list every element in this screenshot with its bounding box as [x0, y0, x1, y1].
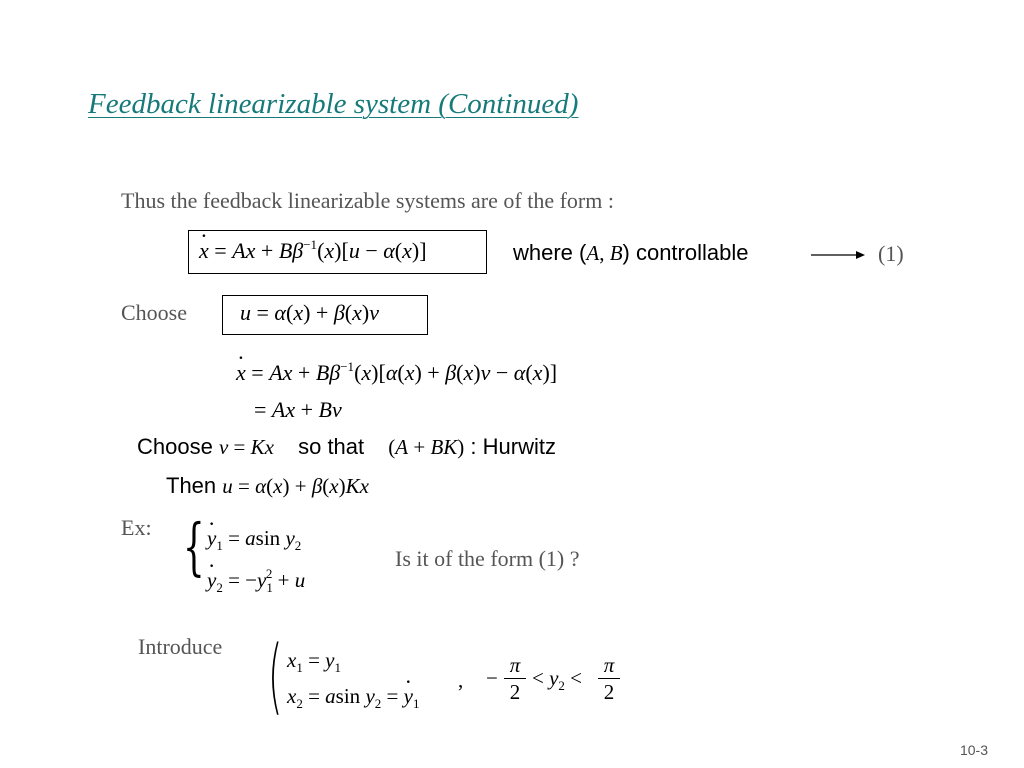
then-line: Then u = α(x) + β(x)Kx	[166, 473, 369, 498]
comma: ,	[458, 668, 464, 692]
coordinate-change-1: $x_1 = y_1$	[287, 648, 341, 675]
system-equation: · $x = Ax + B\beta^{-1}(x)[u - \alpha(x)]$	[199, 238, 427, 264]
example-label: Ex:	[121, 515, 152, 540]
slide-title: Feedback linearizable system (Continued)	[88, 88, 579, 120]
page-number: 10-3	[959, 742, 988, 758]
form-question: Is it of the form (1) ?	[395, 546, 580, 571]
minus-sign: −	[486, 666, 498, 690]
equation-number: (1)	[878, 241, 904, 266]
example-equation-1: · $y_1 = asin$ $y_2$	[207, 526, 301, 551]
range-inequality: < $y_2$ <	[532, 666, 583, 693]
fraction-pi-over-2: $\frac{\pi}{2}$	[598, 652, 620, 705]
closed-loop-equation: · $x = Ax + B\beta^{-1}(x)[\alpha(x) + \beta(x)v - \alpha(x)]$	[236, 360, 557, 386]
fraction-neg-pi-over-2: $\frac{\pi}{2}$	[504, 652, 526, 705]
linear-system-equation: = Ax + Bv	[254, 397, 342, 422]
right-arrow-icon	[810, 248, 866, 262]
choose-feedback-line: Choose v = Kx so that (A + BK) : Hurwitz	[137, 434, 556, 459]
introduce-label: Introduce	[138, 634, 223, 659]
left-brace-icon: {	[183, 510, 205, 583]
controllable-note: where (A, B) controllable	[513, 240, 749, 265]
left-paren-icon: (	[268, 629, 283, 724]
choose-label: Choose	[121, 300, 187, 325]
intro-text: Thus the feedback linearizable systems are of the form :	[121, 188, 614, 213]
control-law: u = α(x) + β(x)v	[240, 300, 379, 325]
example-equation-2: · $y_2 = -y_1^2 + u$	[207, 568, 305, 593]
coordinate-change-2: $x_2 = asin$ $y_2$ = · $y_1$	[287, 684, 419, 709]
